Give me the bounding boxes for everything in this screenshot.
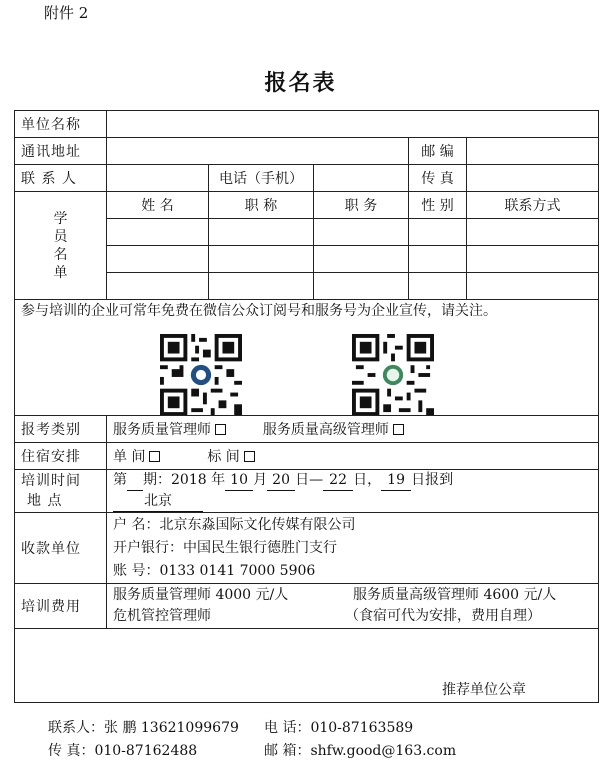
exam-type-options xyxy=(107,416,599,443)
fee-senior-manager: 服务质量高级管理师 4600 元/人 xyxy=(353,587,557,603)
postcode-label: 邮 编 xyxy=(409,138,467,165)
report-day-value: 19 xyxy=(381,470,411,491)
student-cell[interactable] xyxy=(314,246,409,273)
start-day-unit: 日— xyxy=(295,472,324,488)
student-cell[interactable] xyxy=(409,219,467,246)
footer-fax: 传 真：010-87162488 xyxy=(48,743,198,759)
row-contact xyxy=(15,165,599,192)
col-name: 姓 名 xyxy=(107,192,209,219)
promo-text: 参与培训的企业可常年免费在微信公众订阅号和服务号为企业宣传，请关注。 xyxy=(21,303,497,319)
time-label: 培训时间 xyxy=(21,473,81,489)
exam-option-senior-manager-checkbox[interactable] xyxy=(393,424,404,435)
row-seal xyxy=(15,629,599,703)
student-cell[interactable] xyxy=(209,273,314,300)
payee-name: 户 名：北京东淼国际文化传媒有限公司 xyxy=(113,516,356,533)
start-day-value: 20 xyxy=(267,470,295,491)
students-label-char: 单 xyxy=(53,264,68,281)
promo-cell xyxy=(15,300,599,416)
period-prefix: 第 xyxy=(113,472,127,488)
unit-name-label: 单位名称 xyxy=(15,111,107,138)
contact-field[interactable] xyxy=(107,165,209,192)
seal-area[interactable] xyxy=(15,629,599,703)
student-cell[interactable] xyxy=(209,246,314,273)
students-list-label xyxy=(15,192,107,300)
period-blank[interactable] xyxy=(127,470,143,491)
student-cell[interactable] xyxy=(409,273,467,300)
contact-label: 联 系 人 xyxy=(15,165,107,192)
time-place-value xyxy=(107,470,599,513)
seal-text: 推荐单位公章 xyxy=(442,682,527,698)
row-address xyxy=(15,138,599,165)
footer-email: 邮 箱：shfw.good@163.com xyxy=(264,743,457,759)
end-day-value: 22 xyxy=(323,470,353,491)
fee-crisis-manager: 危机管控管理师 xyxy=(113,608,211,624)
student-cell[interactable] xyxy=(314,273,409,300)
row-fees xyxy=(15,584,599,629)
unit-name-field[interactable] xyxy=(107,111,599,138)
student-header-row xyxy=(15,192,599,219)
registration-form xyxy=(14,110,599,703)
student-cell[interactable] xyxy=(107,219,209,246)
end-day-unit: 日， xyxy=(353,472,382,488)
report-unit: 日报到 xyxy=(411,472,454,488)
fax-label: 传 真 xyxy=(409,165,467,192)
student-cell[interactable] xyxy=(467,246,599,273)
payee-info xyxy=(107,513,599,584)
payee-account: 账 号：0133 0141 7000 5906 xyxy=(113,562,316,579)
col-gender: 性 别 xyxy=(409,192,467,219)
attachment-label: 附件 2 xyxy=(44,4,89,22)
address-field[interactable] xyxy=(107,138,409,165)
lodging-options xyxy=(107,443,599,470)
postcode-field[interactable] xyxy=(467,138,599,165)
payee-bank: 开户银行：中国民生银行德胜门支行 xyxy=(113,539,337,556)
row-exam-type xyxy=(15,416,599,443)
row-lodging xyxy=(15,443,599,470)
student-cell[interactable] xyxy=(107,246,209,273)
student-cell[interactable] xyxy=(107,273,209,300)
row-payee xyxy=(15,513,599,584)
lodging-double-checkbox[interactable] xyxy=(244,451,255,462)
address-label: 通讯地址 xyxy=(15,138,107,165)
col-position: 职 务 xyxy=(314,192,409,219)
student-cell[interactable] xyxy=(314,219,409,246)
footer-contact: 联系人：张 鹏 13621099679 xyxy=(48,720,239,736)
place-value: 北京 xyxy=(113,491,203,512)
exam-option-manager: 服务质量管理师 xyxy=(113,422,211,438)
fees-info xyxy=(107,584,599,629)
footer-tel: 电 话：010-87163589 xyxy=(264,720,414,736)
exam-type-label: 报考类别 xyxy=(15,416,107,443)
col-title: 职 称 xyxy=(209,192,314,219)
students-label-char: 员 xyxy=(53,228,68,245)
row-time-place xyxy=(15,470,599,513)
student-cell[interactable] xyxy=(467,273,599,300)
fee-note: （食宿可代为安排，费用自理） xyxy=(345,608,541,624)
fees-label: 培训费用 xyxy=(15,584,107,629)
fee-manager: 服务质量管理师 4000 元/人 xyxy=(113,587,289,603)
qr-code-service-icon xyxy=(352,334,434,416)
student-cell[interactable] xyxy=(409,246,467,273)
phone-field[interactable] xyxy=(314,165,409,192)
lodging-single: 单 间 xyxy=(113,449,146,465)
place-label: 地 点 xyxy=(27,493,63,509)
month-unit: 月 xyxy=(253,472,268,488)
exam-option-senior-manager: 服务质量高级管理师 xyxy=(262,422,389,438)
qr-code-subscription-icon xyxy=(160,334,242,416)
lodging-double: 标 间 xyxy=(207,449,240,465)
period-year: 期：2018 年 xyxy=(143,472,226,488)
form-title: 报名表 xyxy=(264,70,337,96)
phone-label: 电话（手机） xyxy=(209,165,314,192)
exam-option-manager-checkbox[interactable] xyxy=(215,424,226,435)
time-place-label xyxy=(15,470,107,513)
student-cell[interactable] xyxy=(209,219,314,246)
payee-label: 收款单位 xyxy=(15,513,107,584)
student-cell[interactable] xyxy=(467,219,599,246)
lodging-single-checkbox[interactable] xyxy=(149,451,160,462)
lodging-label: 住宿安排 xyxy=(15,443,107,470)
students-label-char: 名 xyxy=(53,246,68,263)
fax-field[interactable] xyxy=(467,165,599,192)
row-unit-name xyxy=(15,111,599,138)
training-dates xyxy=(113,470,592,491)
students-label-char: 学 xyxy=(53,210,68,227)
promo-row xyxy=(15,300,599,416)
col-contact: 联系方式 xyxy=(467,192,599,219)
month-value: 10 xyxy=(225,470,253,491)
